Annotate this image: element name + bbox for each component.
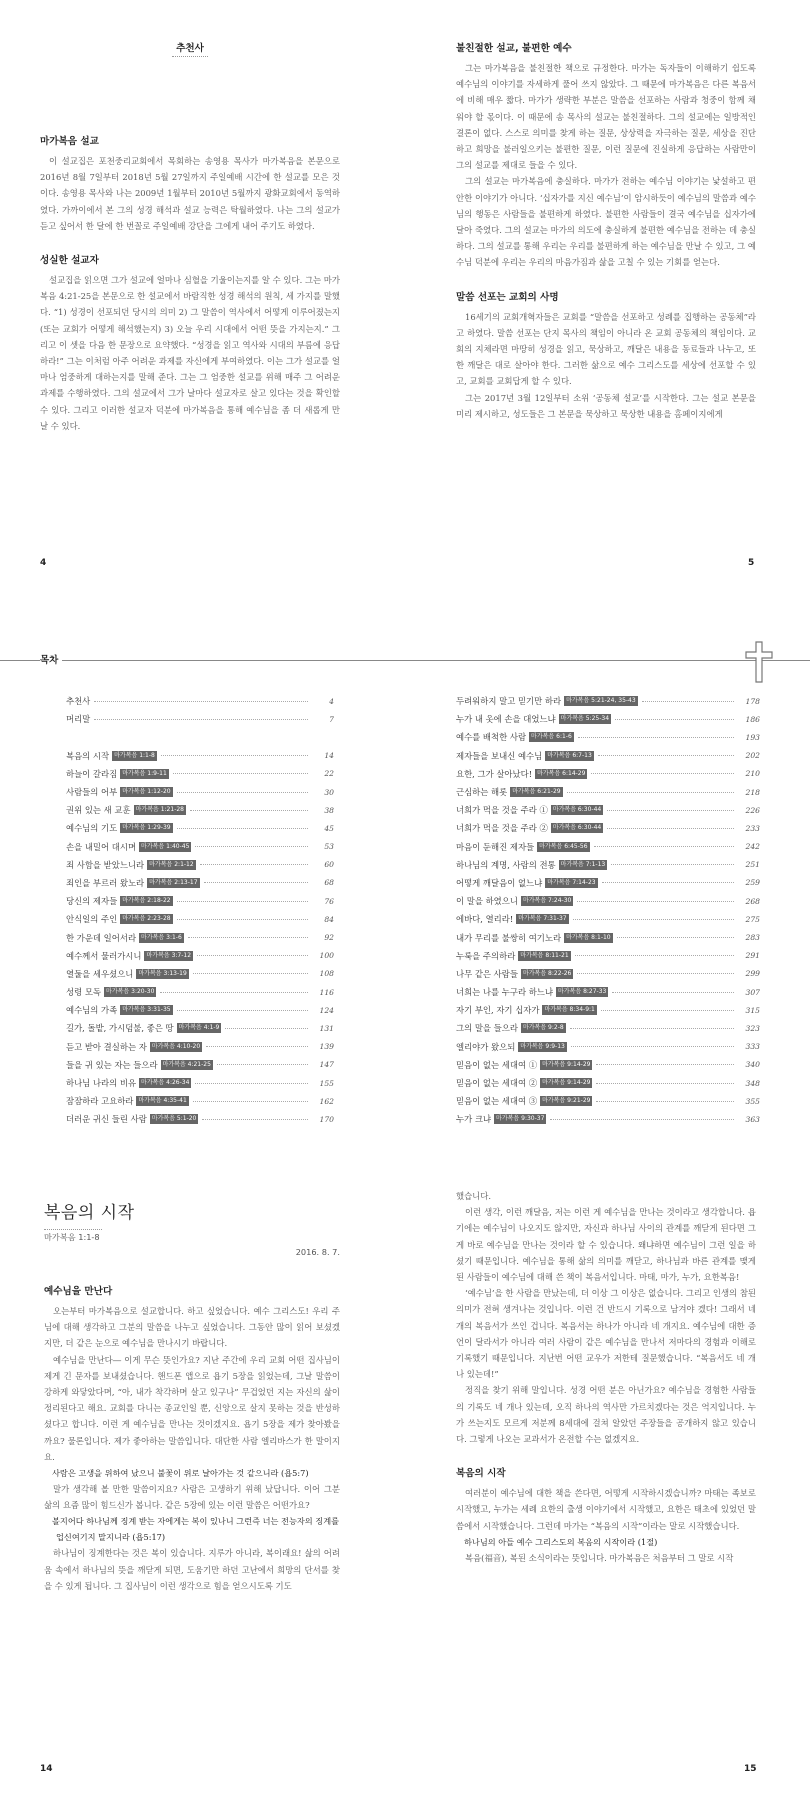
- toc-leader-dots: [550, 1119, 734, 1120]
- toc-leader-dots: [94, 719, 308, 720]
- toc-page-number: 84: [324, 914, 334, 924]
- toc-entry[interactable]: [66, 910, 334, 928]
- toc-page-number: 116: [319, 987, 334, 997]
- toc-entry[interactable]: [456, 1038, 760, 1056]
- toc-entry[interactable]: [456, 747, 760, 765]
- toc-entry-title: 마음이 둔해진 제자들: [456, 841, 535, 852]
- toc-entry-title: 두려워하지 말고 믿기만 하라: [456, 696, 562, 707]
- toc-scripture-tag: 마가복음 8:27-33: [557, 988, 607, 996]
- toc-leader-dots: [575, 955, 734, 956]
- toc-entry-title: 죄 사함을 받았느니라: [66, 859, 145, 870]
- toc-leader-dots: [602, 882, 734, 883]
- toc-scripture-tag: 마가복음 8:22-26: [522, 969, 572, 977]
- preface-spread: [0, 0, 810, 600]
- toc-entry[interactable]: [66, 710, 334, 728]
- page-number: 4: [40, 558, 47, 568]
- toc-leader-dots: [177, 1010, 308, 1011]
- toc-scripture-tag: 마가복음 6:21-29: [512, 788, 561, 796]
- toc-entry[interactable]: [456, 710, 760, 728]
- title-underline: [44, 1229, 102, 1230]
- toc-page-number: 340: [745, 1060, 760, 1070]
- toc-entry-title: 듣고 받아 결실하는 자: [66, 1041, 147, 1052]
- toc-leader-dots: [611, 864, 734, 865]
- section-body: [44, 1303, 340, 1465]
- toc-entry[interactable]: [66, 819, 334, 837]
- toc-scripture-tag: 마가복음 6:14-29: [537, 769, 586, 777]
- toc-page-number: 92: [324, 933, 334, 943]
- toc-leader-dots: [225, 1028, 308, 1029]
- section-title: 말씀 선포는 교회의 사명: [456, 291, 559, 303]
- toc-entry[interactable]: [66, 783, 334, 801]
- toc-page-number: 323: [745, 1023, 760, 1033]
- toc-left-list: [66, 692, 334, 1129]
- toc-page-number: 76: [324, 896, 334, 906]
- toc-leader-dots: [598, 755, 734, 756]
- toc-scripture-tag: 마가복음 2:18-22: [122, 897, 171, 905]
- section-body: [44, 1545, 340, 1594]
- toc-entry-title: 들을 귀 있는 자는 들으라: [66, 1059, 158, 1070]
- toc-leader-dots: [601, 1010, 734, 1011]
- toc-page-number: 124: [319, 1005, 334, 1015]
- toc-leader-dots: [177, 792, 308, 793]
- section-title: 예수님을 만난다: [44, 1286, 113, 1297]
- toc-entry-title: 예수님의 가족: [66, 1005, 118, 1016]
- toc-entry[interactable]: [456, 928, 760, 946]
- toc-scripture-tag: 마가복음 5:21-24, 35-43: [566, 697, 636, 705]
- toc-entry[interactable]: [66, 1092, 334, 1110]
- toc-scripture-tag: 마가복음 9:14-29: [542, 1079, 591, 1087]
- paragraph: 이런 생각, 이런 깨달음, 저는 이런 게 예수님을 만나는 것이라고 생각합니다. 욥기에는 예수님이 나오지도 않지만, 자신과 하나님 사이의 관계를 깨닫게 된다면 그게 바로 예수님을 만나는 것이라 할 수 있습니다. 왜냐하면 예수님이 그런 일을 하셨기 때문입니다. 예수님을 통해 삶의 의미를 깨닫고, 하나님과 바른 관계를 맺게 된 사람들이 예수님에 대해 쓴 책이 복음서입니다. 마태, 마가, 누가, 요한복음!: [456, 1207, 756, 1283]
- paragraph: 이 설교집은 포천중리교회에서 목회하는 송영용 목사가 마가복음을 본문으로 2016년 8월 7일부터 2018년 5월 27일까지 주일예배 시간에 한 설교를 모은 것이다. 송영용 목사와 나는 2009년 1월부터 2010년 5월까지 광화교회에서 동역하였다. 가까이에서 본 그의 성경 해석과 설교 능력은 탁월하였다. 나는 그의 설교가 듣고 싶어서 한 달에 한 번꼴로 주일예배 강단을 그에게 내어 주기도 하였다.: [40, 156, 340, 231]
- toc-entry-title: 잠잠하라 고요하라: [66, 1096, 134, 1107]
- toc-scripture-tag: 마가복음 6:30-44: [552, 824, 602, 832]
- toc-scripture-tag: 마가복음 1:40-45: [141, 842, 190, 850]
- toc-entry[interactable]: [66, 1019, 334, 1037]
- section-title: 복음의 시작: [456, 1468, 506, 1480]
- toc-scripture-tag: 마가복음 3:20-30: [106, 988, 155, 996]
- paragraph: 그는 마가복음을 불친절한 책으로 규정한다. 마가는 독자들이 이해하기 쉽도록 예수님의 이야기를 자세하게 풀어 쓰지 않았다. 그 때문에 마가복음은 다른 복음서에 비해 매우 짧다. 마가가 생략한 부분은 말씀을 선포하는 사람과 청중이 함께 채워야 할 몫이다. 이 때문에 송 목사의 설교는 불친절하다. 그의 설교에는 일방적인 결론이 없다. 스스로 의미를 찾게 하는 질문, 상상력을 자극하는 질문, 세상을 진단하고 희망을 불러일으키는 불편한 질문, 이런 질문에 진실하게 응답하는 사람만이 그의 설교를 제대로 들을 수 있다.: [456, 63, 756, 171]
- toc-entry[interactable]: [456, 983, 760, 1001]
- toc-entry-title: 어떻게 깨달음이 없느냐: [456, 877, 543, 888]
- toc-page-number: 251: [745, 860, 760, 870]
- section-body: [44, 1481, 340, 1513]
- toc-spacer: [66, 728, 334, 746]
- toc-leader-dots: [570, 1028, 734, 1029]
- paragraph: 그는 2017년 3월 12일부터 소위 ‘공동체 설교’를 시작한다. 그는 설교 본문을 미리 제시하고, 성도들은 그 본문을 묵상하고 묵상한 내용을 홈페이지에게: [456, 392, 756, 419]
- toc-scripture-tag: 마가복음 9:9-13: [520, 1042, 565, 1050]
- toc-entry[interactable]: [456, 1074, 760, 1092]
- toc-entry-title: 머리말: [66, 714, 91, 725]
- toc-entry[interactable]: [66, 1038, 334, 1056]
- section-body: [456, 1188, 756, 1447]
- toc-entry[interactable]: [456, 838, 760, 856]
- toc-entry-title: 추천사: [66, 696, 91, 707]
- toc-scripture-tag: 마가복음 7:31-37: [518, 915, 567, 923]
- toc-entry-title: 손을 내밀어 대시며: [66, 841, 137, 852]
- toc-page-number: 233: [745, 823, 760, 833]
- toc-entry-title: 믿음이 없는 세대여 ③: [456, 1096, 538, 1107]
- toc-scripture-tag: 마가복음 8:34-9:1: [544, 1006, 595, 1014]
- toc-entry-title: 권위 있는 새 교훈: [66, 805, 131, 816]
- paragraph: 여러분이 예수님에 대한 책을 쓴다면, 어떻게 시작하시겠습니까? 마태는 족보로 시작했고, 누가는 세례 요한의 출생 이야기에서 시작했고, 요한은 태초에 있었던 말씀에서 시작했습니다. 그런데 마가는 “복음의 시작”이라는 말로 시작했습니다.: [456, 1488, 756, 1531]
- toc-entry[interactable]: [66, 838, 334, 856]
- toc-page-number: 30: [324, 787, 334, 797]
- toc-entry-title: 하늘이 갈라짐: [66, 768, 118, 779]
- toc-scripture-tag: 마가복음 4:26-34: [141, 1079, 190, 1087]
- toc-scripture-tag: 마가복음 2:1-12: [149, 860, 194, 868]
- paragraph: 그의 설교는 마가복음에 충실하다. 마가가 전하는 예수님 이야기는 낯설하고 편안한 이야기가 아니다. ‘십자가를 지신 예수님’이 암시하듯이 예수님의 말씀과 예수님의 행동은 사람들을 불편하게 하였다. 불편한 사람들이 결국 예수님을 십자가에 달아 죽였다. 그의 설교는 마가의 의도에 충실하게 불편한 예수님을 전하는 데 충실하다. 그의 설교를 통해 우리는 우리를 불편하게 하는 예수님을 만날 수 있고, 그 예수님 덕분에 우리는 우리의 마음가짐과 삶을 고칠 수 있는 기회를 얻는다.: [456, 176, 756, 268]
- toc-leader-dots: [596, 1064, 734, 1065]
- toc-entry[interactable]: [456, 1110, 760, 1128]
- toc-entry-title: 복음의 시작: [66, 750, 110, 761]
- toc-entry[interactable]: [456, 910, 760, 928]
- toc-leader-dots: [188, 937, 308, 938]
- toc-page-number: 226: [745, 805, 760, 815]
- toc-entry[interactable]: [66, 1056, 334, 1074]
- toc-entry-title: 자기 부인, 자기 십자가: [456, 1005, 540, 1016]
- toc-entry[interactable]: [456, 1019, 760, 1037]
- toc-entry-title: 누가 내 옷에 손을 대었느냐: [456, 714, 556, 725]
- toc-entry-title: 안식일의 주인: [66, 914, 118, 925]
- toc-scripture-tag: 마가복음 7:1-13: [560, 860, 606, 868]
- section-body: [456, 60, 756, 271]
- toc-entry[interactable]: [456, 692, 760, 710]
- page-number: 15: [744, 1764, 757, 1774]
- toc-entry-title: 성령 모독: [66, 987, 102, 998]
- toc-entry-title: 열둘을 세우셨으니: [66, 968, 134, 979]
- toc-entry[interactable]: [66, 947, 334, 965]
- toc-entry[interactable]: [66, 874, 334, 892]
- toc-scripture-tag: 마가복음 3:31-35: [122, 1006, 171, 1014]
- preface-header: 추천사: [176, 43, 204, 54]
- toc-page-number: 242: [745, 842, 760, 852]
- toc-leader-dots: [195, 1083, 308, 1084]
- toc-entry-title: 예수를 배척한 사람: [456, 732, 527, 743]
- toc-scripture-tag: 마가복음 1:12-20: [122, 788, 171, 796]
- section-title: 불친절한 설교, 불편한 예수: [456, 43, 572, 54]
- toc-page-number: 307: [745, 987, 760, 997]
- section-body: [456, 309, 756, 422]
- toc-entry[interactable]: [66, 983, 334, 1001]
- toc-page-number: 22: [324, 769, 334, 779]
- toc-entry-title: 엘리야가 왔으되: [456, 1041, 516, 1052]
- toc-entry[interactable]: [66, 692, 334, 710]
- toc-page-number: 100: [319, 951, 334, 961]
- toc-leader-dots: [577, 901, 734, 902]
- toc-leader-dots: [578, 737, 734, 738]
- paragraph: 오는부터 마가복음으로 설교합니다. 하고 싶었습니다. 예수 그리스도! 우리 주님에 대해 생각하고 그분의 말씀을 나누고 싶었습니다. 그동안 많이 읽어 보셨겠지만, 더 같은 눈으로 예수님을 만나시기 바랍니다.: [44, 1306, 340, 1349]
- toc-page-number: 363: [745, 1114, 760, 1124]
- toc-entry[interactable]: [66, 856, 334, 874]
- toc-page-number: 155: [319, 1078, 334, 1088]
- toc-scripture-tag: 마가복음 8:1-10: [566, 933, 611, 941]
- toc-entry[interactable]: [456, 819, 760, 837]
- toc-leader-dots: [573, 919, 734, 920]
- toc-entry-title: 그의 말을 들으라: [456, 1023, 518, 1034]
- toc-leader-dots: [177, 901, 308, 902]
- toc-page-number: 202: [745, 751, 760, 761]
- toc-scripture-tag: 마가복음 7:14-23: [547, 878, 596, 886]
- toc-scripture-tag: 마가복음 1:29-39: [122, 824, 171, 832]
- toc-entry[interactable]: [456, 856, 760, 874]
- page-number: 14: [40, 1764, 53, 1774]
- toc-entry-title: 길가, 돌밭, 가시덤불, 좋은 땅: [66, 1023, 174, 1034]
- toc-entry[interactable]: [456, 1001, 760, 1019]
- toc-entry[interactable]: [456, 892, 760, 910]
- paragraph: 하나님이 징계한다는 것은 복이 있습니다. 지루가 아니라, 복이래요! 삶의 어려움 속에서 하나님의 뜻을 깨닫게 되면, 도움기만 하던 고난에서 희망의 단서를 찾을 수 있게 됩니다. 그 집사님이 이런 생각으로 힘을 얻으시도록 기도: [44, 1548, 340, 1591]
- toc-scripture-tag: 마가복음 9:30-37: [496, 1115, 545, 1123]
- toc-page-number: 186: [745, 714, 760, 724]
- toc-scripture-tag: 마가복음 4:1-9: [178, 1024, 220, 1032]
- toc-entry-title: 예수께서 물러가시니: [66, 950, 142, 961]
- toc-page-number: 147: [319, 1060, 334, 1070]
- toc-leader-dots: [190, 810, 308, 811]
- header-underline: [172, 56, 208, 57]
- toc-page-number: 283: [745, 933, 760, 943]
- toc-entry-title: 너희가 먹을 것을 주라 ②: [456, 823, 548, 834]
- toc-page-number: 7: [329, 714, 334, 724]
- toc-entry[interactable]: [66, 765, 334, 783]
- toc-page-number: 210: [745, 769, 760, 779]
- toc-scripture-tag: 마가복음 1:9-11: [122, 769, 167, 777]
- toc-page-number: 162: [319, 1096, 334, 1106]
- toc-leader-dots: [594, 846, 734, 847]
- toc-entry[interactable]: [66, 965, 334, 983]
- toc-page-number: 4: [329, 696, 334, 706]
- toc-leader-dots: [160, 992, 308, 993]
- toc-page-number: 170: [319, 1114, 334, 1124]
- sermon-title: 복음의 시작: [44, 1203, 135, 1223]
- paragraph: ‘예수님’을 한 사람을 만났는데, 더 이상 그 이상은 없습니다. 그리고 인생의 참된 의미가 전혀 생겨나는 것입니다. 이런 건 반드시 기록으로 남겨야 겠다! 그래서 네 개의 복음서가 쓰인 겁니다. 복음서는 하나가 아니라 네 개지요. 예수님에 대한 증언이 달라서가 아니라 여러 사람이 같은 예수님을 만나서 저마다의 경험과 이해로 기록했기 때문입니다. 지난번 어떤 교우가 저한테 질문했습니다. “복음서도 네 개나 있는데!”: [456, 1288, 756, 1380]
- toc-entry-title: 너희가 먹을 것을 주라 ①: [456, 805, 548, 816]
- paragraph: 정직을 찾기 위해 말입니다. 성경 어떤 분은 아닌가요? 예수님을 경험한 사람들의 기록도 네 개나 있는데, 오직 하나의 역사만 가르치겠다는 것은 억지입니다. 누가 쓰는지도 모르게 저분께 8세대에 걸쳐 알았던 주장들을 공개하지 않고 있습니다. 그렇게 나오는 교과서가 온전할 수는 없겠지요.: [456, 1385, 756, 1445]
- toc-scripture-tag: 마가복음 9:21-29: [542, 1097, 591, 1105]
- toc-leader-dots: [615, 719, 734, 720]
- toc-page-number: 193: [745, 732, 760, 742]
- toc-scripture-tag: 마가복음 8:11-21: [520, 951, 569, 959]
- toc-entry[interactable]: [456, 1092, 760, 1110]
- toc-scripture-tag: 마가복음 2:13-17: [149, 878, 198, 886]
- toc-page-number: 178: [745, 696, 760, 706]
- toc-scripture-tag: 마가복음 9:2-8: [522, 1024, 564, 1032]
- paragraph: 예수님을 만난다― 이게 무슨 뜻인가요? 지난 주간에 우리 교회 어떤 집사님이 제게 긴 문자를 보내셨습니다. 핸드폰 앱으로 욥기 5장을 읽었는데, 그날 말씀이 강하게 와닿았다며, “아, 내가 착각하며 살고 있구나” 무겁었던 지는 자신의 삶이 정리된다고 해요. 교회를 다니는 종교인일 뿐, 신앙으로 살지 못하는 것을 반성하셨다고 합니다. 이런 게 예수님을 만나는 것이겠지요. 욥기 5장을 제가 찾아봤을까요? 물론입니다. 제가 좋아하는 말씀입니다. 대단한 사람 엘리바스가 한 말이지요.: [44, 1354, 340, 1462]
- toc-leader-dots: [607, 828, 734, 829]
- cross-icon: [744, 640, 774, 684]
- toc-entry-title: 요한, 그가 살아났다!: [456, 768, 533, 779]
- toc-page-number: 348: [745, 1078, 760, 1088]
- toc-divider: [0, 660, 810, 661]
- toc-scripture-tag: 마가복음 1:21-28: [135, 806, 184, 814]
- toc-leader-dots: [195, 846, 308, 847]
- toc-page-number: 355: [745, 1096, 760, 1106]
- toc-entry-title: 사람들의 어부: [66, 787, 118, 798]
- toc-leader-dots: [577, 973, 734, 974]
- toc-entry-title: 이 말을 하였으니: [456, 896, 518, 907]
- sermon-scripture: 마가복음 1:1-8: [44, 1232, 100, 1242]
- toc-entry-title: 하나님의 계명, 사람의 전통: [456, 859, 556, 870]
- toc-leader-dots: [94, 701, 308, 702]
- toc-leader-dots: [161, 755, 308, 756]
- section-body: [40, 153, 340, 234]
- toc-entry[interactable]: [456, 801, 760, 819]
- toc-leader-dots: [217, 1064, 308, 1065]
- toc-entry-title: 더러운 귀신 들린 사람: [66, 1114, 147, 1125]
- sermon-date: 2016. 8. 7.: [295, 1247, 340, 1257]
- toc-heading: 목차: [40, 652, 62, 666]
- toc-leader-dots: [177, 828, 308, 829]
- paragraph: 복음(福音), 복된 소식이라는 뜻입니다. 마가복음은 처음부터 그 말로 시작: [465, 1552, 734, 1563]
- section-body: [456, 1485, 756, 1534]
- toc-scripture-tag: 마가복음 6:1-6: [531, 733, 572, 741]
- scripture-quote: 하나님의 아들 예수 그리스도의 복음의 시작이라 (1절): [464, 1536, 658, 1547]
- toc-entry-title: 나무 같은 사람들: [456, 968, 518, 979]
- section-body: [456, 1550, 756, 1566]
- toc-entry[interactable]: [456, 874, 760, 892]
- toc-right-list: [456, 692, 760, 1129]
- toc-entry-title: 제자들을 보내신 예수님: [456, 750, 543, 761]
- toc-scripture-tag: 마가복음 4:10-20: [151, 1042, 201, 1050]
- toc-page-number: 108: [319, 969, 334, 979]
- toc-entry[interactable]: [456, 728, 760, 746]
- toc-scripture-tag: 마가복음 4:35-41: [138, 1097, 187, 1105]
- toc-entry-title: 당신의 제자들: [66, 896, 118, 907]
- toc-page-number: 315: [745, 1005, 760, 1015]
- toc-leader-dots: [612, 992, 734, 993]
- toc-leader-dots: [596, 1083, 734, 1084]
- toc-scripture-tag: 마가복음 9:14-29: [542, 1060, 591, 1068]
- sermon-spread: [0, 1160, 810, 1800]
- toc-leader-dots: [206, 1046, 308, 1047]
- toc-leader-dots: [596, 1101, 734, 1102]
- toc-scripture-tag: 마가복음 6:45-56: [539, 842, 588, 850]
- toc-leader-dots: [177, 919, 308, 920]
- toc-entry-title: 예수님의 기도: [66, 823, 118, 834]
- toc-scripture-tag: 마가복음 1:1-8: [114, 751, 155, 759]
- toc-entry[interactable]: [66, 928, 334, 946]
- toc-entry[interactable]: [66, 1074, 334, 1092]
- toc-leader-dots: [591, 773, 734, 774]
- toc-page-number: 131: [319, 1023, 334, 1033]
- toc-entry-title: 한 가운데 일어서라: [66, 932, 137, 943]
- toc-scripture-tag: 마가복음 3:7-12: [146, 951, 192, 959]
- toc-scripture-tag: 마가복음 6:7-13: [547, 751, 592, 759]
- toc-scripture-tag: 마가복음 3:13-19: [138, 969, 187, 977]
- section-title: 마가복음 설교: [40, 136, 99, 147]
- paragraph: 했습니다.: [456, 1191, 492, 1201]
- paragraph: 말가 생각해 볼 만한 말씀이지요? 사람은 고생하기 위해 났답니다. 이어 그분 삶의 요즘 많이 힘드신가 봅니다. 같은 5장에 있는 이런 말씀은 어떤가요?: [44, 1484, 340, 1511]
- section-body: [40, 272, 340, 434]
- toc-page-number: 333: [745, 1042, 760, 1052]
- toc-entry[interactable]: [456, 765, 760, 783]
- toc-entry-title: 하나님 나라의 비유: [66, 1078, 137, 1089]
- toc-leader-dots: [193, 973, 308, 974]
- toc-page-number: 275: [745, 914, 760, 924]
- page-number: 5: [748, 558, 755, 568]
- preface-right-page: [456, 40, 756, 422]
- toc-leader-dots: [617, 937, 734, 938]
- toc-leader-dots: [204, 882, 308, 883]
- toc-entry-title: 누룩을 주의하라: [456, 950, 516, 961]
- toc-page-number: 218: [745, 787, 760, 797]
- toc-entry[interactable]: [66, 801, 334, 819]
- toc-leader-dots: [200, 864, 308, 865]
- toc-entry-title: 근심하는 해롯: [456, 787, 508, 798]
- toc-leader-dots: [571, 1046, 734, 1047]
- toc-leader-dots: [193, 1101, 308, 1102]
- toc-page-number: 299: [745, 969, 760, 979]
- toc-entry[interactable]: [456, 965, 760, 983]
- toc-entry[interactable]: [66, 1110, 334, 1128]
- toc-leader-dots: [607, 810, 734, 811]
- sermon-left-page: [44, 1198, 340, 1594]
- toc-leader-dots: [642, 701, 734, 702]
- toc-page-number: 14: [324, 751, 334, 761]
- toc-scripture-tag: 마가복음 5:1-20: [151, 1115, 197, 1123]
- toc-entry-title: 믿음이 없는 세대여 ①: [456, 1059, 538, 1070]
- toc-scripture-tag: 마가복음 7:24-30: [522, 897, 572, 905]
- toc-page-number: 45: [324, 823, 334, 833]
- toc-page-number: 38: [324, 805, 334, 815]
- scripture-quote: 볼지어다 하나님께 징계 받는 자에게는 복이 있나니 그런즉 너는 전능자의 징계를 업신여기지 말지니라 (욥5:17): [52, 1516, 340, 1543]
- toc-entry[interactable]: [66, 747, 334, 765]
- toc-entry[interactable]: [456, 783, 760, 801]
- scripture-quote: 사람은 고생을 위하여 났으니 불꽃이 위로 날아가는 것 같으니라 (욥5:7): [52, 1468, 309, 1479]
- toc-leader-dots: [173, 773, 308, 774]
- toc-scripture-tag: 마가복음 2:23-28: [122, 915, 171, 923]
- toc-page-number: 268: [745, 896, 760, 906]
- toc-entry[interactable]: [456, 947, 760, 965]
- toc-page-number: 60: [324, 860, 334, 870]
- toc-leader-dots: [567, 792, 734, 793]
- toc-scripture-tag: 마가복음 5:25-34: [560, 715, 610, 723]
- toc-page-number: 291: [745, 951, 760, 961]
- toc-entry-title: 내가 무리를 불쌍히 여기노라: [456, 932, 562, 943]
- toc-scripture-tag: 마가복음 6:30-44: [552, 806, 602, 814]
- toc-page-number: 259: [745, 878, 760, 888]
- toc-entry-title: 너희는 나를 누구라 하느냐: [456, 987, 553, 998]
- toc-entry-title: 죄인을 부르러 왔노라: [66, 877, 145, 888]
- toc-scripture-tag: 마가복음 3:1-6: [141, 933, 182, 941]
- toc-leader-dots: [197, 955, 308, 956]
- toc-page-number: 139: [319, 1042, 334, 1052]
- toc-page-number: 68: [324, 878, 334, 888]
- toc-entry[interactable]: [66, 892, 334, 910]
- toc-scripture-tag: 마가복음 4:21-25: [162, 1060, 211, 1068]
- toc-leader-dots: [202, 1119, 308, 1120]
- preface-left-page: [40, 40, 340, 434]
- toc-entry[interactable]: [66, 1001, 334, 1019]
- toc-entry[interactable]: [456, 1056, 760, 1074]
- toc-entry-title: 누가 크냐: [456, 1114, 492, 1125]
- toc-entry-title: 믿음이 없는 세대여 ②: [456, 1078, 538, 1089]
- section-title: 성실한 설교자: [40, 255, 99, 267]
- paragraph: 16세기의 교회개혁자들은 교회를 “말씀을 선포하고 성례를 집행하는 공동체”라고 하였다. 말씀 선포는 단지 목사의 책임이 아니라 온 교회 공동체의 책임이다. 교회의 지체라면 마땅히 성경을 읽고, 묵상하고, 깨달은 내용을 동료들과 나누고, 또한 깨달은 대로 살아야 한다. 그러한 삶으로 예수 그리스도를 세상에 선포할 수 있고, 교회를 교회답게 할 수 있다.: [456, 311, 756, 387]
- toc-entry-title: 에바다, 열리라!: [456, 914, 514, 925]
- paragraph: 설교집을 읽으면 그가 설교에 얼마나 심혈을 기울이는지를 알 수 있다. 그는 마가복음 4:21-25을 본문으로 한 설교에서 바람직한 성경 해석의 원칙, 세 가지를 말했다. “1) 성경이 선포되던 당시의 의미 2) 그 말씀이 역사에서 어떻게 이루어졌는지(또는 교회가 어떻게 해석했는지) 3) 오늘 우리 시대에서 어떤 뜻을 가지는지.” 그리고 이 셋을 다음 한 문장으로 요약했다. “성경을 읽고 역사와 시대의 부름에 응답하라!” 그는 이처럼 아주 어려운 과제를 자신에게 부여하였다. 이는 그가 설교를 얼마나 엄중하게 대하는지를 말해 준다. 그는 그 엄중한 설교를 위해 매주 그 어려운 과제를 수행하였다. 그의 설교에서 그가 날마다 설교자로 살고 있다는 것을 확인할 수 있다. 그리고 이러한 설교자 덕분에 마가복음을 통해 예수님을 좀 더 새롭게 만날 수 있다.: [40, 275, 340, 431]
- sermon-right-page: [456, 1188, 756, 1566]
- toc-page-number: 53: [324, 842, 334, 852]
- toc-spread: [0, 600, 810, 1160]
